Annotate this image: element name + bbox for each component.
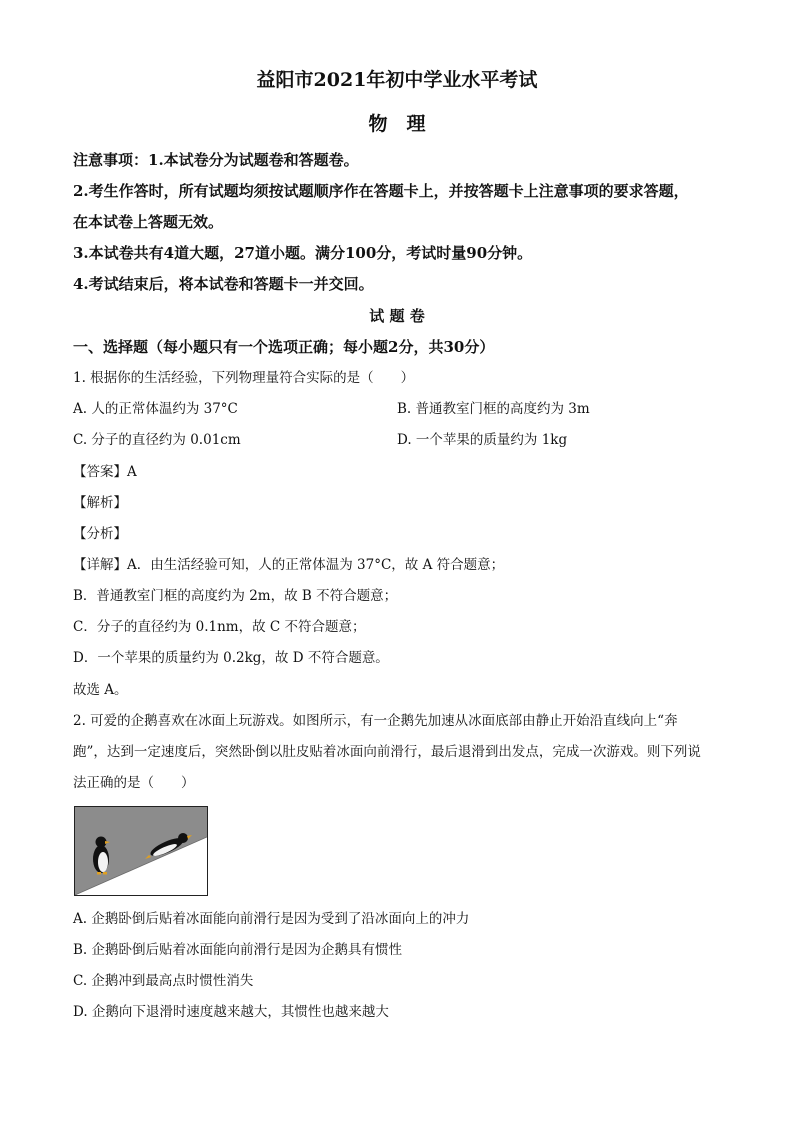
q1-option-a: A. 人的正常体温约为 37°C bbox=[73, 401, 238, 417]
penguin-slope-figure bbox=[74, 806, 208, 896]
q2-option-c: C. 企鹅冲到最高点时惯性消失 bbox=[73, 973, 254, 989]
notes-line-5: 4.考试结束后，将本试卷和答题卡一并交回。 bbox=[73, 275, 374, 293]
q2-stem-line: 2. 可爱的企鹅喜欢在冰面上玩游戏。如图所示，有一企鹅先加速从冰面底部由静止开始沿直线向上“奔 bbox=[73, 713, 678, 729]
notes-line-4: 3.本试卷共有4道大题，27道小题。满分100分，考试时量90分钟。 bbox=[73, 244, 533, 262]
q1-stem: 1. 根据你的生活经验，下列物理量符合实际的是（ ） bbox=[73, 370, 415, 386]
q2-stem-line: 法正确的是（ ） bbox=[73, 775, 195, 791]
q2-option-d: D. 企鹅向下退滑时速度越来越大，其惯性也越来越大 bbox=[73, 1004, 389, 1020]
q1-detail-line: D．一个苹果的质量约为 0.2kg，故 D 不符合题意。 bbox=[73, 650, 389, 666]
notes-line-2: 2.考生作答时，所有试题均须按试题顺序作在答题卡上，并按答题卡上注意事项的要求答题， bbox=[73, 182, 689, 200]
q1-fenxi-label: 【分析】 bbox=[73, 526, 127, 542]
paper-label: 试 题 卷 bbox=[369, 307, 425, 325]
notes-line-3: 在本试卷上答题无效。 bbox=[73, 213, 224, 231]
q1-option-b: B. 普通教室门框的高度约为 3m bbox=[397, 401, 590, 417]
q1-detail-line: 【详解】A．由生活经验可知，人的正常体温为 37°C，故 A 符合题意； bbox=[73, 557, 505, 573]
part1-title: 一、选择题（每小题只有一个选项正确；每小题2分，共30分） bbox=[73, 338, 495, 356]
exam-title: 益阳市2021年初中学业水平考试 bbox=[256, 69, 538, 91]
q1-answer: 【答案】A bbox=[73, 464, 137, 480]
q2-stem-line: 跑”，达到一定速度后，突然卧倒以肚皮贴着冰面向前滑行，最后退滑到出发点，完成一次游戏。则下列说 bbox=[73, 744, 701, 760]
q1-option-d: D. 一个苹果的质量约为 1kg bbox=[397, 432, 568, 448]
q2-option-a: A. 企鹅卧倒后贴着冰面能向前滑行是因为受到了沿冰面向上的冲力 bbox=[73, 911, 470, 927]
q2-option-b: B. 企鹅卧倒后贴着冰面能向前滑行是因为企鹅具有惯性 bbox=[73, 942, 403, 958]
q1-option-c: C. 分子的直径约为 0.01cm bbox=[73, 432, 241, 448]
q1-detail-line: C．分子的直径约为 0.1nm，故 C 不符合题意； bbox=[73, 619, 366, 635]
penguin-slope-illustration bbox=[75, 807, 207, 895]
q1-analysis-label: 【解析】 bbox=[73, 495, 127, 511]
notes-line-1: 注意事项：1.本试卷分为试题卷和答题卷。 bbox=[73, 151, 359, 169]
q1-conclusion: 故选 A。 bbox=[73, 682, 128, 698]
subject-title: 物 理 bbox=[368, 113, 426, 135]
q1-detail-line: B．普通教室门框的高度约为 2m，故 B 不符合题意； bbox=[73, 588, 398, 604]
